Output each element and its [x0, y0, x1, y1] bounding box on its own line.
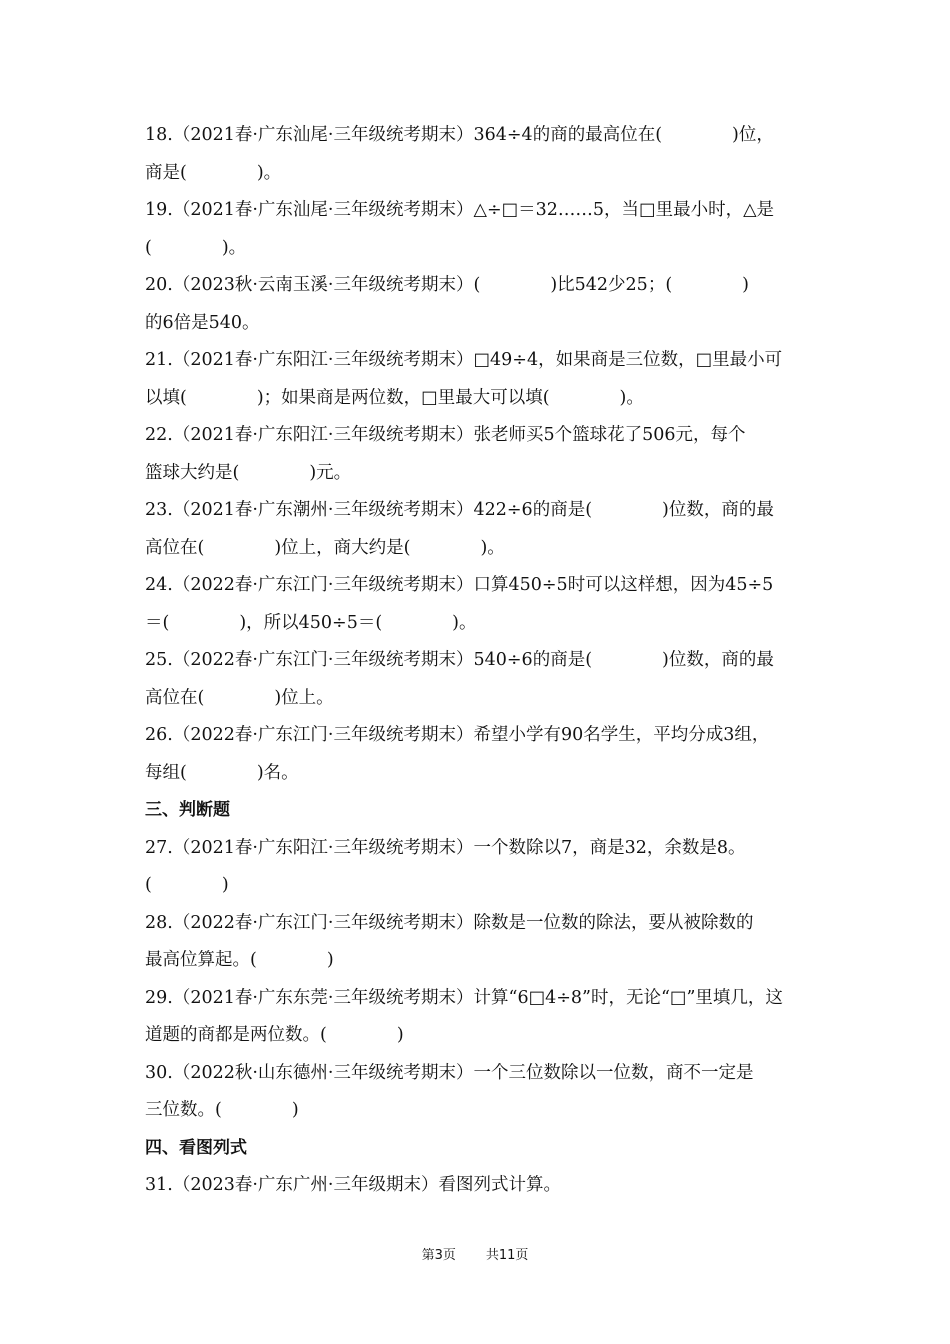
question-line: ( )。 — [145, 237, 247, 258]
question-list — [145, 117, 810, 1205]
question-line: 26.（2022春·广东江门·三年级统考期末）希望小学有90名学生，平均分成3组， — [145, 725, 770, 745]
question-line: 28.（2022春·广东江门·三年级统考期末）除数是一位数的除法，要从被除数的 — [145, 912, 754, 933]
section-heading: 三、判断题 — [145, 800, 230, 820]
section-heading: 四、看图列式 — [145, 1137, 247, 1158]
question-line: 25.（2022春·广东江门·三年级统考期末）540÷6的商是( )位数，商的最 — [145, 650, 774, 670]
question-line: 19.（2021春·广东汕尾·三年级统考期末）△÷□＝32……5，当□里最小时，△是 — [145, 200, 775, 220]
question-line: 23.（2021春·广东潮州·三年级统考期末）422÷6的商是( )位数，商的最 — [145, 500, 774, 520]
question-line: 30.（2022秋·山东德州·三年级统考期末）一个三位数除以一位数，商不一定是 — [145, 1062, 754, 1083]
question-line: ( ) — [145, 875, 229, 895]
question-line: 的6倍是540。 — [145, 312, 260, 333]
question-line: 商是( )。 — [145, 162, 282, 183]
question-line: 31.（2023春·广东广州·三年级期末）看图列式计算。 — [145, 1175, 561, 1195]
question-line: 道题的商都是两位数。( ) — [145, 1025, 404, 1045]
question-line: ＝( )，所以450÷5＝( )。 — [145, 612, 477, 633]
question-line: 高位在( )位上。 — [145, 687, 334, 708]
question-line: 29.（2021春·广东东莞·三年级统考期末）计算“6□4÷8”时，无论“□”里填几，这 — [145, 987, 783, 1008]
question-line: 18.（2021春·广东汕尾·三年级统考期末）364÷4的商的最高位在( )位， — [145, 125, 774, 145]
question-line: 21.（2021春·广东阳江·三年级统考期末）□49÷4，如果商是三位数，□里最小可 — [145, 350, 783, 370]
question-line: 篮球大约是( )元。 — [145, 462, 352, 483]
question-line: 最高位算起。( ) — [145, 950, 334, 970]
page-number: 第3页 — [421, 1248, 456, 1263]
question-line: 每组( )名。 — [145, 762, 299, 783]
question-line: 24.（2022春·广东江门·三年级统考期末）口算450÷5时可以这样想，因为45÷5 — [145, 575, 774, 595]
question-line: 三位数。( ) — [145, 1100, 299, 1120]
page-total: 共11页 — [485, 1248, 529, 1263]
page-footer — [0, 1244, 950, 1263]
question-line: 20.（2023秋·云南玉溪·三年级统考期末）( )比542少25；( ) — [145, 275, 749, 295]
question-line: 以填( )；如果商是两位数，□里最大可以填( )。 — [145, 387, 644, 408]
question-line: 22.（2021春·广东阳江·三年级统考期末）张老师买5个篮球花了506元，每个 — [145, 425, 746, 445]
question-line: 27.（2021春·广东阳江·三年级统考期末）一个数除以7，商是32，余数是8。 — [145, 837, 746, 858]
question-line: 高位在( )位上，商大约是( )。 — [145, 537, 505, 558]
